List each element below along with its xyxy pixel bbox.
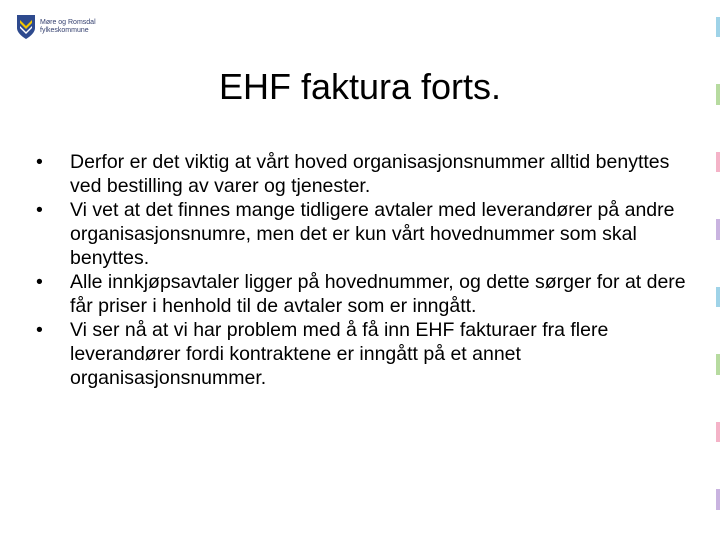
strip-segment: [716, 354, 720, 374]
strip-segment: [716, 84, 720, 104]
bullet-item: [36, 270, 696, 318]
bullet-glyph: •: [36, 151, 43, 173]
strip-segment: [716, 17, 720, 37]
logo: [16, 14, 96, 40]
bullet-glyph: •: [36, 271, 43, 293]
slide-title: EHF faktura forts.: [218, 66, 502, 107]
shield-emblem-icon: [16, 14, 36, 40]
bullet-text: Vi vet at det finnes mange tidligere avtaler med leverandører på andre organisasjonsnumre, men det er kun vårt hovednummer som skal benyttes.: [70, 199, 675, 269]
strip-segment: [716, 287, 720, 307]
strip-segment: [716, 152, 720, 172]
logo-text: [40, 19, 96, 35]
bullet-text: Alle innkjøpsavtaler ligger på hovednummer, og dette sørger for at dere får priser i henhold til de avtaler som er inngått.: [70, 271, 686, 317]
bullet-text: Derfor er det viktig at vårt hoved organisasjonsnummer alltid benyttes ved bestilling av varer og tjenester.: [70, 151, 670, 197]
bullet-item: [36, 150, 696, 198]
bullet-glyph: •: [36, 199, 43, 221]
strip-segment: [716, 219, 720, 239]
bullet-text: Vi ser nå at vi har problem med å få inn EHF fakturaer fra flere leverandører fordi kontraktene er inngått på et annet organisasjonsnummer.: [70, 319, 609, 389]
decorative-side-strip: [714, 0, 720, 540]
logo-line-2: fylkeskommune: [40, 27, 89, 34]
bullet-glyph: •: [36, 319, 43, 341]
logo-line-1: Møre og Romsdal: [40, 19, 96, 26]
strip-segment: [716, 489, 720, 509]
bullet-item: [36, 198, 696, 270]
strip-segment: [716, 422, 720, 442]
bullet-list: [36, 150, 696, 390]
bullet-item: [36, 318, 696, 390]
